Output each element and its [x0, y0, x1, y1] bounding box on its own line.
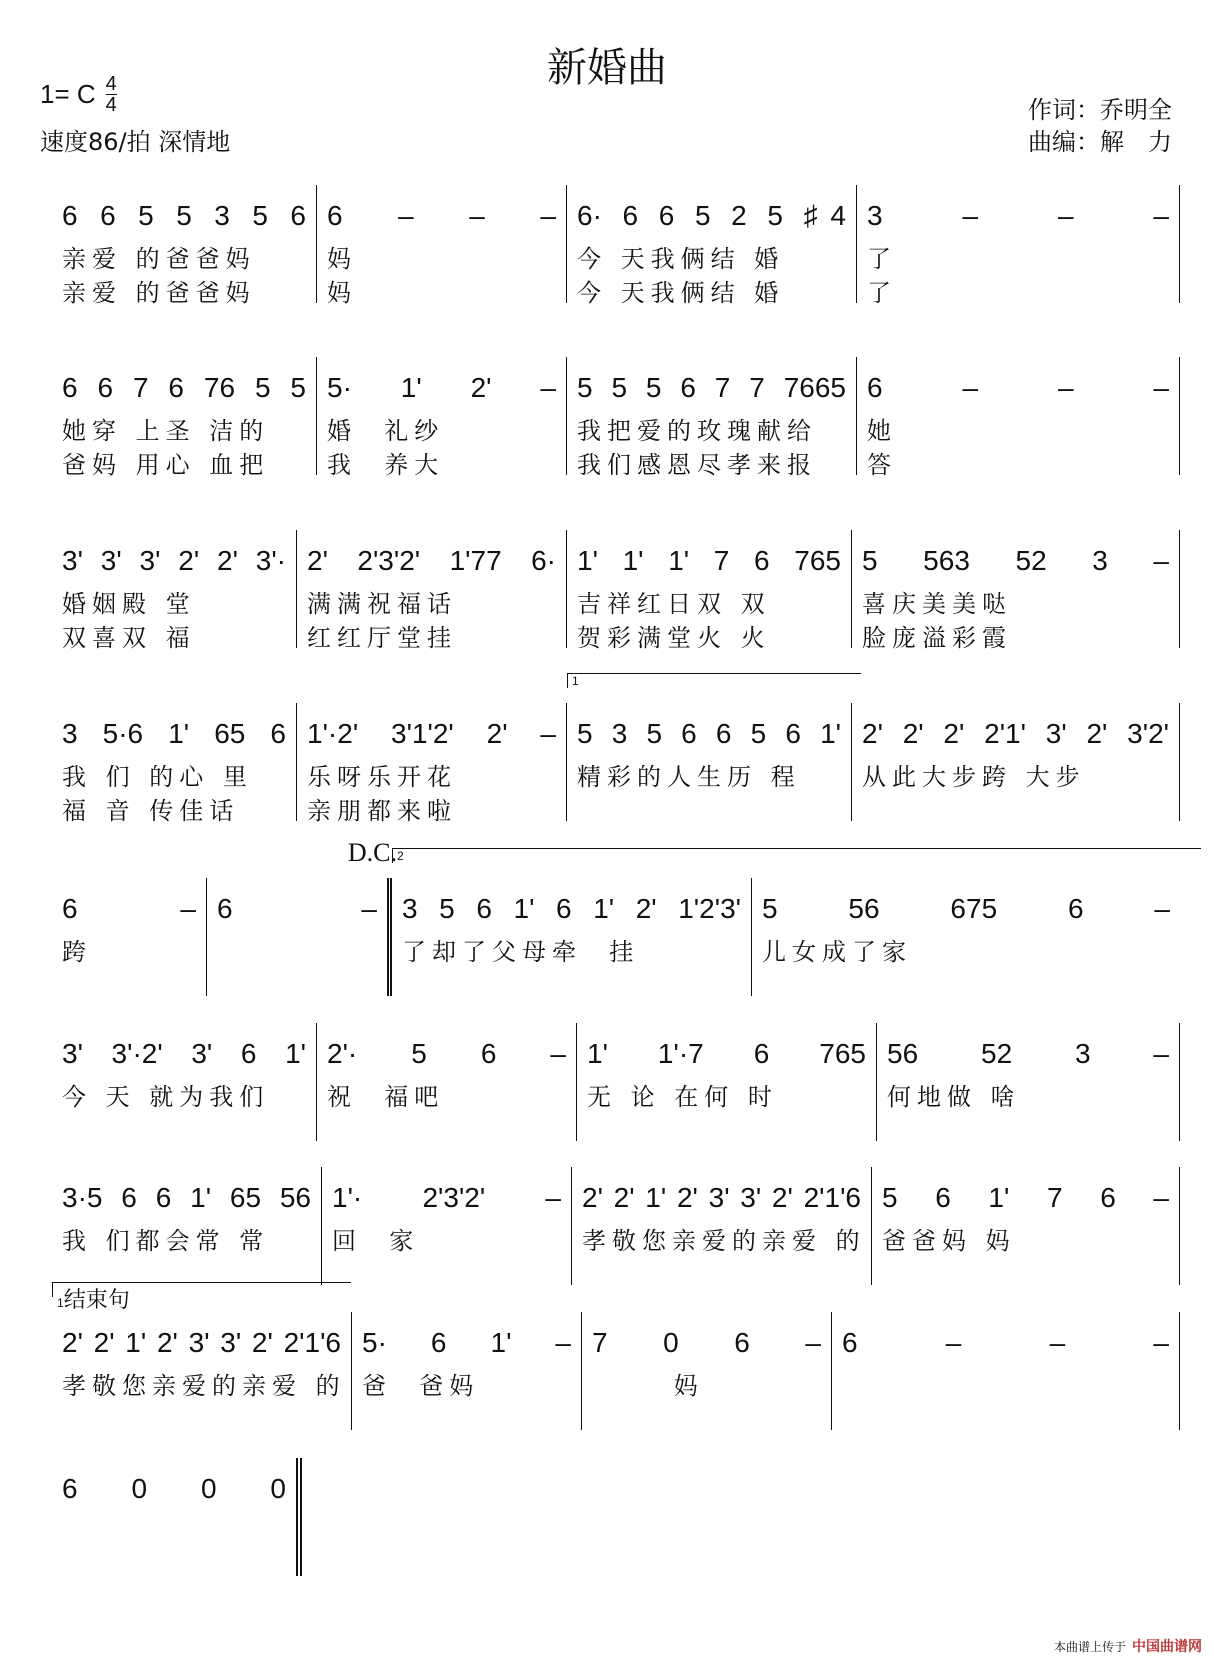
lyrics-verse-1: 爸爸妈 妈: [882, 1227, 1016, 1255]
lyrics-verse-2: [62, 1546, 286, 1576]
volta-number: 1: [57, 1296, 64, 1310]
lyrics-verse-2: 了: [867, 279, 897, 307]
lyrics-verse-2: [332, 1255, 561, 1285]
lyrics-verse-2: 脸庞溢彩霞: [862, 624, 1012, 652]
score-row: [52, 357, 1180, 479]
lyrics-verse-2: [862, 791, 1169, 821]
measure-notes: 6· 6 6 5 2 5 ♯4: [577, 200, 846, 231]
lyrics-verse-1: 吉祥红日双 双: [577, 590, 771, 618]
measure-notes: 5 563 52 3 –: [862, 545, 1169, 576]
measure-notes: 2' 2'3'2' 1'77 6·: [307, 545, 556, 576]
measure-notes: 6 6 7 6 76 5 5: [62, 372, 306, 403]
footer-text: 本曲谱上传于: [1053, 1639, 1126, 1654]
time-top: 4: [105, 73, 117, 95]
measure-notes: 56 52 3 –: [887, 1038, 1169, 1069]
measure: [52, 703, 297, 825]
measure: [852, 530, 1180, 652]
lyrics-verse-1: 今 天 就为我们: [62, 1083, 270, 1111]
measure-notes: 2' 2' 1' 2' 3' 3' 2' 2'1'6: [62, 1327, 341, 1358]
lyrics-verse-1: [62, 1512, 286, 1542]
measure-notes: 6 0 0 0: [62, 1473, 286, 1504]
lyrics-verse-2: 爸妈 用心 血把: [62, 451, 270, 479]
lyrics-verse-1: 她穿 上圣 洁的: [62, 417, 270, 445]
measure: [872, 1167, 1180, 1285]
measure: [577, 1023, 877, 1141]
measure: [52, 357, 317, 479]
volta-number: 1: [572, 674, 579, 688]
measure-notes: 6 –: [62, 893, 196, 924]
lyrics-verse-2: 福 音 传佳话: [62, 797, 240, 825]
lyrics-verse-2: 双喜双 福: [62, 624, 196, 652]
measures: [52, 530, 1180, 652]
lyrics-verse-2: [217, 966, 377, 996]
measure-notes: 5 6 1' 7 6 –: [882, 1182, 1169, 1213]
measure: [317, 1023, 577, 1141]
measures: [52, 1023, 1180, 1141]
measure: [352, 1312, 582, 1430]
volta-bracket: [392, 848, 1201, 863]
measure-notes: 1' 1'·7 6 765: [587, 1038, 866, 1069]
lyrics-verse-1: 乐呀乐开花: [307, 763, 457, 791]
measure: [52, 1167, 322, 1285]
lyrics-verse-1: 回 家: [332, 1227, 420, 1255]
footer: [1054, 1636, 1202, 1656]
key-label: 1= C: [40, 79, 96, 109]
lyrics-verse-2: [577, 791, 841, 821]
lyrics-verse-1: 我把爱的玫瑰献给: [577, 417, 817, 445]
measure: [52, 185, 317, 307]
lyrics-verse-1: 从此大步跨 大步: [862, 763, 1086, 791]
measure-notes: 5 3 5 6 6 5 6 1': [577, 718, 841, 749]
measure-notes: 3' 3' 3' 2' 2' 3'·: [62, 545, 286, 576]
score-row: [52, 530, 1180, 652]
measures: [52, 357, 1180, 479]
lyrics-verse-1: 满满祝福话: [307, 590, 457, 618]
dc-marking: D.C.: [347, 838, 397, 867]
measure: [52, 1288, 352, 1430]
measure: [392, 849, 752, 996]
lyricist: 作词：乔明全: [1028, 96, 1172, 124]
measure: [567, 357, 857, 479]
measure: [567, 530, 852, 652]
measures: [52, 1288, 1180, 1430]
measure: [852, 703, 1180, 821]
lyrics-verse-1: 何地做 啥: [887, 1083, 1021, 1111]
lyrics-verse-2: [62, 1111, 306, 1141]
lyrics-verse-2: [887, 1111, 1169, 1141]
time-signature: [106, 74, 117, 115]
lyrics-verse-2: [62, 966, 196, 996]
site-logo: 中国曲谱网: [1132, 1638, 1202, 1654]
lyrics-verse-1: [842, 1366, 1169, 1396]
credits: [1028, 94, 1172, 158]
measure: [52, 878, 207, 996]
measures: [52, 1167, 1180, 1285]
measure-notes: 3' 3'·2' 3' 6 1': [62, 1038, 306, 1069]
measure-notes: 2' 2' 1' 2' 3' 3' 2' 2'1'6: [582, 1182, 861, 1213]
measure: [832, 1312, 1180, 1430]
measure: [857, 357, 1180, 479]
measure-notes: 3 5 6 1' 6 1' 2' 1'2'3': [402, 893, 741, 924]
lyrics-verse-2: [402, 966, 741, 996]
volta-bracket: [567, 673, 861, 688]
measure-notes: 6 – – –: [842, 1327, 1169, 1358]
lyrics-verse-2: [592, 1400, 821, 1430]
score-row: [52, 185, 1180, 307]
measure-notes: 1'·2' 3'1'2' 2' –: [307, 718, 556, 749]
lyrics-verse-2: [362, 1400, 571, 1430]
measure: [572, 1167, 872, 1285]
score-row: [52, 1023, 1180, 1141]
measure-notes: 5 56 675 6 –: [762, 893, 1170, 924]
measure: [582, 1312, 832, 1430]
lyrics-verse-2: 亲爱 的爸爸妈: [62, 279, 256, 307]
lyrics-verse-2: [842, 1400, 1169, 1430]
measure: [297, 530, 567, 652]
lyrics-verse-1: 了: [867, 245, 897, 273]
lyrics-verse-2: [62, 1255, 311, 1285]
measure: [52, 1458, 302, 1576]
song-title: 新婚曲: [547, 45, 667, 91]
lyrics-verse-2: 答: [867, 451, 897, 479]
measure-notes: 3 5·6 1' 65 6: [62, 718, 286, 749]
lyrics-verse-2: 妈: [327, 279, 357, 307]
lyrics-verse-2: 我 养大: [327, 451, 445, 479]
lyrics-verse-1: 爸 爸妈: [362, 1372, 480, 1400]
lyrics-verse-1: 我 们 的心 里: [62, 763, 253, 791]
measure-notes: 6 – – –: [867, 372, 1169, 403]
measures: [52, 674, 1180, 825]
lyrics-verse-2: 亲朋都来啦: [307, 797, 457, 825]
ending-label: 结束句: [63, 1288, 130, 1313]
lyrics-verse-2: 今 天我俩结 婚: [577, 279, 785, 307]
lyrics-verse-1: 亲爱 的爸爸妈: [62, 245, 256, 273]
measure-notes: 3 – – –: [867, 200, 1169, 231]
lyrics-verse-1: 祝 福吧: [327, 1083, 445, 1111]
lyrics-verse-1: [217, 932, 377, 962]
composer: 曲编：解 力: [1028, 128, 1172, 156]
lyrics-verse-1: 儿女成了家: [762, 938, 912, 966]
measure: [297, 703, 567, 825]
lyrics-verse-2: [882, 1255, 1169, 1285]
score-row: [52, 1288, 1180, 1430]
measure: [752, 878, 1180, 996]
measure-notes: 6 6 5 5 3 5 6: [62, 200, 306, 231]
lyrics-verse-2: [762, 966, 1170, 996]
lyrics-verse-2: [582, 1255, 861, 1285]
lyrics-verse-1: 她: [867, 417, 897, 445]
lyrics-verse-2: [587, 1111, 866, 1141]
lyrics-verse-1: 婚姻殿 堂: [62, 590, 196, 618]
lyrics-verse-1: 喜庆美美哒: [862, 590, 1012, 618]
volta-number: 2: [397, 849, 404, 863]
lyrics-verse-1: 婚 礼纱: [327, 417, 445, 445]
measure-notes: 3·5 6 6 1' 65 56: [62, 1182, 311, 1213]
lyrics-verse-2: 贺彩满堂火 火: [577, 624, 771, 652]
measure-notes: 5 5 5 6 7 7 7665: [577, 372, 846, 403]
lyrics-verse-1: 精彩的人生历 程: [577, 763, 801, 791]
lyrics-verse-1: 妈: [592, 1372, 704, 1400]
score-row: [52, 1167, 1180, 1285]
measure: [317, 357, 567, 479]
measure: [317, 185, 567, 307]
lyrics-verse-1: 了却了父母牵 挂: [402, 938, 640, 966]
measure-notes: 6 – – –: [327, 200, 556, 231]
measure-notes: 7 0 6 –: [592, 1327, 821, 1358]
score-row: [52, 674, 1180, 825]
lyrics-verse-1: 今 天我俩结 婚: [577, 245, 785, 273]
lyrics-verse-1: 无 论 在何 时: [587, 1083, 778, 1111]
measure-notes: 1'· 2'3'2' –: [332, 1182, 561, 1213]
measure-notes: 5· 1' 2' –: [327, 372, 556, 403]
lyrics-verse-1: 孝敬您亲爱的亲爱 的: [62, 1372, 346, 1400]
key-signature: [40, 74, 117, 115]
measure-notes: 2'· 5 6 –: [327, 1038, 566, 1069]
measure: [857, 185, 1180, 307]
score-row: [52, 1458, 1180, 1576]
measures: [52, 838, 1180, 996]
time-bottom: 4: [105, 94, 117, 116]
lyrics-verse-2: 我们感恩尽孝来报: [577, 451, 817, 479]
tempo-marking: 速度86/拍 深情地: [40, 128, 231, 156]
measures: [52, 185, 1180, 307]
lyrics-verse-2: [327, 1111, 566, 1141]
measure: [567, 674, 852, 821]
lyrics-verse-2: [62, 1400, 341, 1430]
measure: [52, 1023, 317, 1141]
measure: [322, 1167, 572, 1285]
measure-notes: 6 –: [217, 893, 377, 924]
measure-notes: 1' 1' 1' 7 6 765: [577, 545, 841, 576]
measure: [207, 838, 397, 996]
score-row: [52, 838, 1180, 996]
measure-notes: 5· 6 1' –: [362, 1327, 571, 1358]
measure: [52, 530, 297, 652]
measures: [52, 1458, 1180, 1576]
lyrics-verse-1: 妈: [327, 245, 357, 273]
lyrics-verse-1: 我 们都会常 常: [62, 1227, 270, 1255]
measure: [877, 1023, 1180, 1141]
measure: [567, 185, 857, 307]
measure-notes: 2' 2' 2' 2'1' 3' 2' 3'2': [862, 718, 1169, 749]
volta-bracket: [52, 1282, 351, 1313]
lyrics-verse-1: 孝敬您亲爱的亲爱 的: [582, 1227, 866, 1255]
lyrics-verse-1: 跨: [62, 938, 92, 966]
lyrics-verse-2: 红红厅堂挂: [307, 624, 457, 652]
